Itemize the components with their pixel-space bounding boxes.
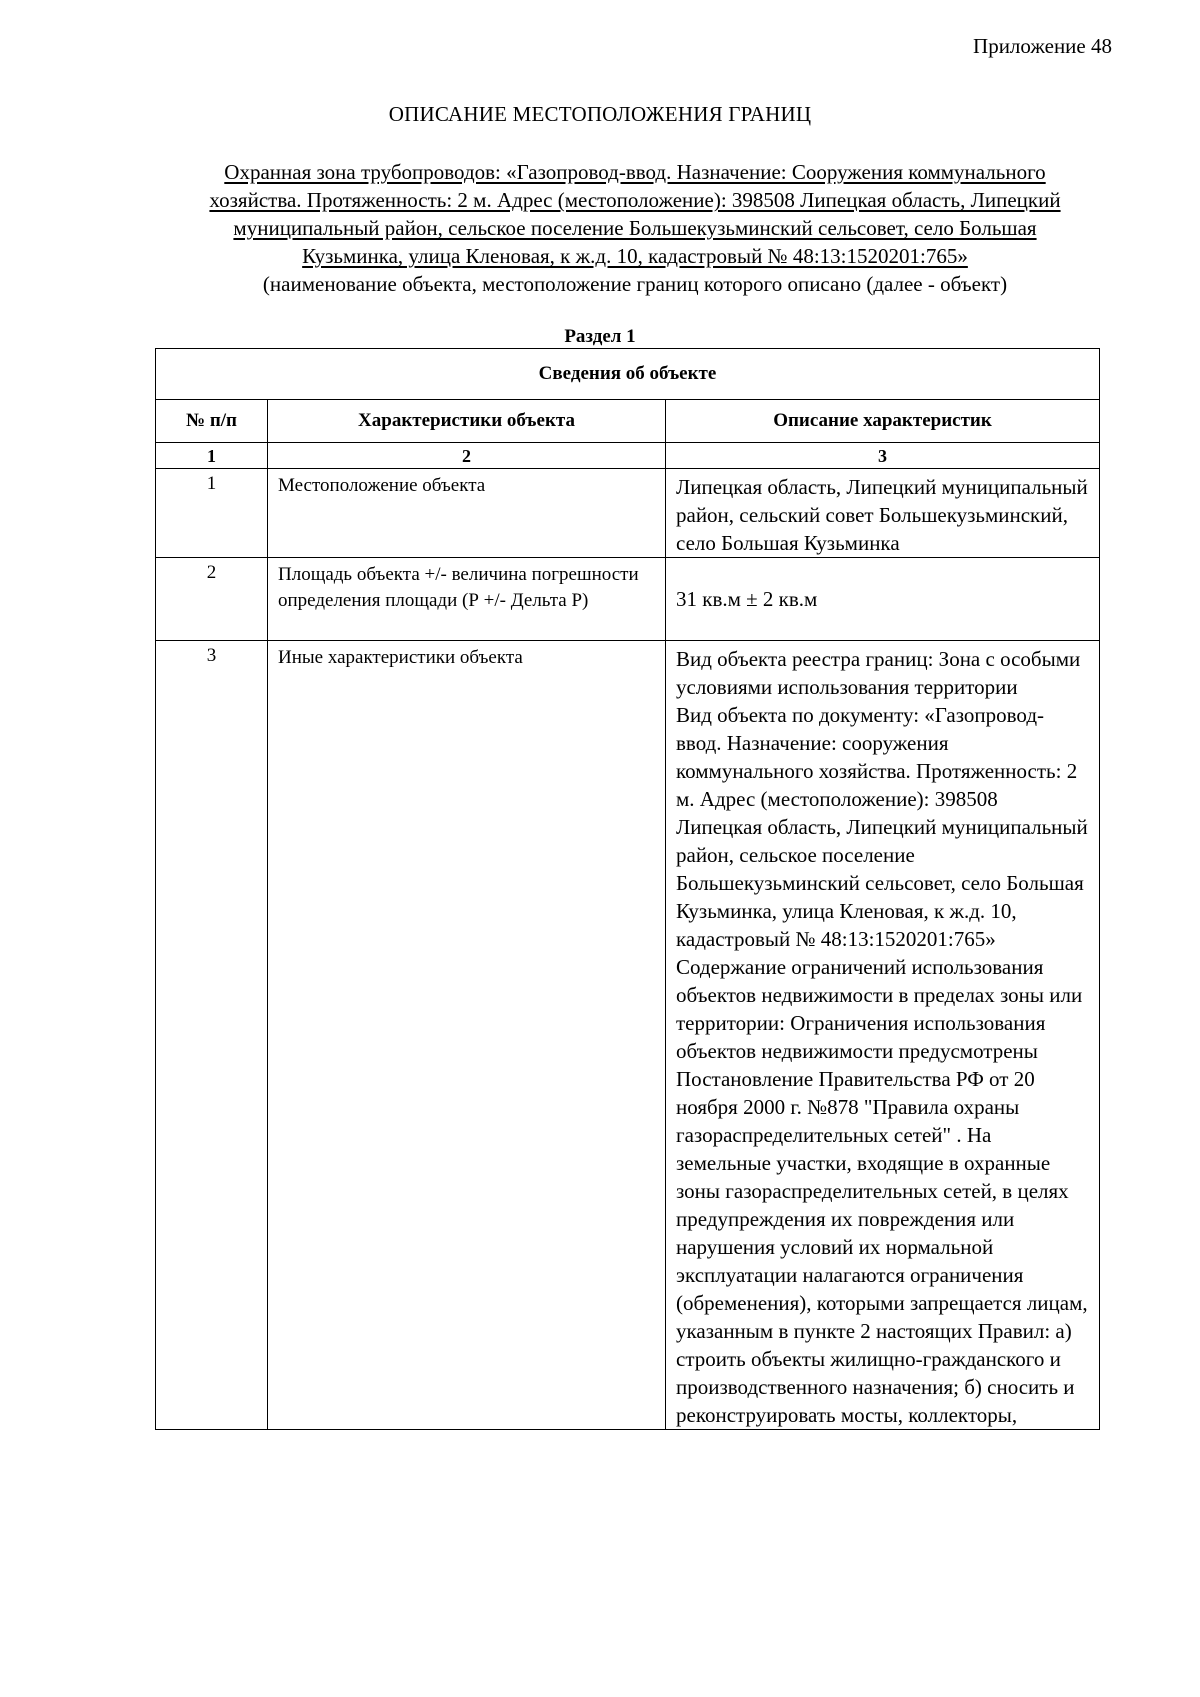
section-title: Раздел 1 (564, 326, 636, 347)
column-number-2: 2 (268, 443, 666, 469)
appendix-label: Приложение 48 (973, 34, 1112, 58)
table-row (156, 558, 1100, 641)
document-title: ОПИСАНИЕ МЕСТОПОЛОЖЕНИЯ ГРАНИЦ (388, 102, 812, 126)
description-paragraph: Липецкая область, Липецкий муниципальный район, сельский совет Большекузьминский, село Большая Кузьминка (676, 475, 1088, 555)
column-header-characteristic: Характеристики объекта (268, 400, 666, 443)
column-header-number: № п/п (156, 400, 268, 443)
row-number: 2 (156, 558, 268, 641)
description-paragraph: Вид объекта по документу: «Газопровод-ввод. Назначение: сооружения коммунального хозяйства. Протяженность: 2 м. Адрес (местоположение): 398508 Липецкая область, Липецкий муниципальный район, сельское поселение Большекузьминский сельсовет, село Большая Кузьминка, улица Кленовая, к ж.д. 10, кадастровый № 48:13:1520201:765» (676, 703, 1088, 951)
row-number: 3 (156, 641, 268, 1430)
table-title: Сведения об объекте (156, 349, 1100, 400)
table-row (156, 469, 1100, 558)
row-description (666, 558, 1100, 641)
row-description (666, 641, 1100, 1430)
row-characteristic: Иные характеристики объекта (268, 641, 666, 1430)
object-name-line: хозяйства. Протяженность: 2 м. Адрес (местоположение): 398508 Липецкая область, Липецкий (209, 188, 1061, 212)
object-name-line: Охранная зона трубопроводов: «Газопровод-ввод. Назначение: Сооружения коммунального (224, 160, 1046, 184)
description-paragraph: Вид объекта реестра границ: Зона с особыми условиями использования территории (676, 647, 1081, 699)
table-row (156, 641, 1100, 1430)
object-info-table (155, 348, 1100, 1430)
row-characteristic: Местоположение объекта (268, 469, 666, 558)
row-description (666, 469, 1100, 558)
column-header-description: Описание характеристик (666, 400, 1100, 443)
object-caption: (наименование объекта, местоположение границ которого описано (далее - объект) (262, 272, 1008, 296)
column-number-1: 1 (156, 443, 268, 469)
row-characteristic: Площадь объекта +/- величина погрешности определения площади (Р +/- Дельта Р) (268, 558, 666, 641)
object-name-line: муниципальный район, сельское поселение Большекузьминский сельсовет, село Большая (233, 216, 1037, 240)
object-name-block (140, 158, 1130, 298)
description-paragraph: Содержание ограничений использования объектов недвижимости в пределах зоны или территории: Ограничения использования объектов недвижимости предусмотрены Постановление Правительства РФ от 20 ноября 2000 г. №878 "Правила охраны газораспределительных сетей" . На земельные участки, входящие в охранные зоны газораспределительных сетей, в целях предупреждения их повреждения или нарушения условий их нормальной эксплуатации налагаются ограничения (обременения), которыми запрещается лицам, указанным в пункте 2 настоящих Правил: а) строить объекты жилищно-гражданского и производственного назначения; б) сносить и реконструировать мосты, коллекторы, (676, 955, 1088, 1427)
object-name-line: Кузьминка, улица Кленовая, к ж.д. 10, кадастровый № 48:13:1520201:765» (302, 244, 968, 268)
row-number: 1 (156, 469, 268, 558)
description-paragraph: 31 кв.м ± 2 кв.м (676, 587, 818, 611)
column-number-3: 3 (666, 443, 1100, 469)
